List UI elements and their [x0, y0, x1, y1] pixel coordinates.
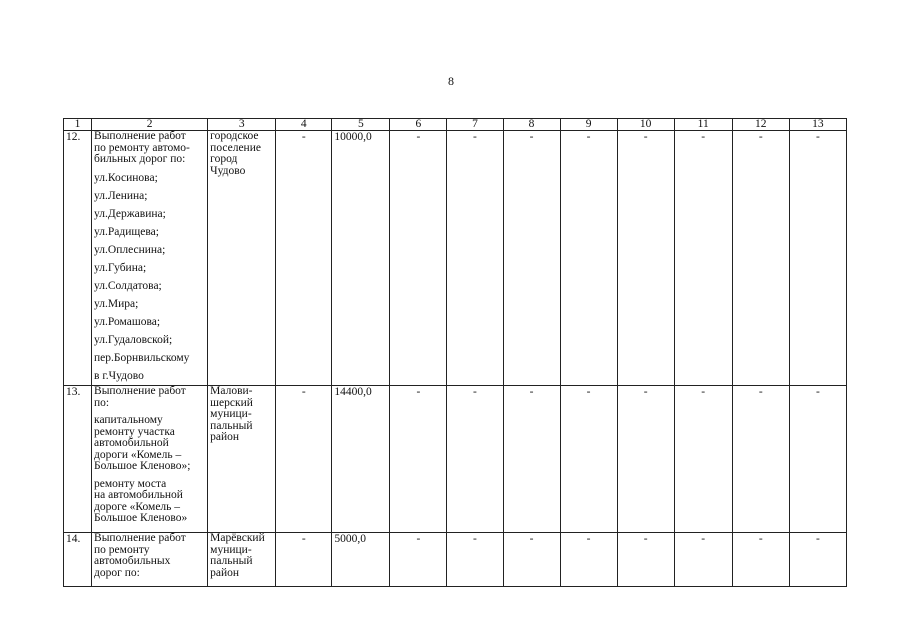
street-item: ул.Мира; — [94, 297, 139, 310]
street-item: ул.Державина; — [94, 207, 166, 220]
work-line: по ремонту — [94, 543, 150, 556]
col5-value: 5000,0 — [332, 533, 390, 587]
col-value: - — [447, 533, 503, 587]
header-cell: 13 — [789, 119, 846, 131]
work-line: дороге «Комель – — [94, 500, 181, 513]
municipality — [208, 533, 276, 587]
header-cell: 6 — [390, 119, 447, 131]
street-item: ул.Оплеснина; — [94, 243, 166, 256]
work-line: дорог по: — [94, 566, 140, 579]
row-number: 14. — [64, 533, 92, 587]
place-line: город — [210, 153, 238, 165]
work-line: Выполнение работ — [94, 385, 186, 397]
street-item: ул.Губина; — [94, 261, 147, 274]
street-item: ул.Ленина; — [94, 189, 148, 202]
row-number: 12. — [64, 131, 92, 386]
col-value: - — [503, 533, 560, 587]
place-line: Малови- — [210, 385, 253, 397]
col-value: - — [503, 386, 560, 533]
header-cell: 8 — [503, 119, 560, 131]
work-line: бильных дорог по: — [94, 153, 186, 165]
header-cell: 12 — [732, 119, 789, 131]
street-item: ул.Косинова; — [94, 171, 158, 184]
work-description — [92, 533, 208, 587]
col-value: - — [732, 386, 789, 533]
header-cell: 7 — [447, 119, 503, 131]
municipality — [208, 386, 276, 533]
work-line: Выполнение работ — [94, 130, 186, 142]
col-value: - — [503, 131, 560, 386]
budget-table — [63, 118, 847, 587]
place-line: муници- — [210, 543, 252, 556]
place-line: городское — [210, 130, 259, 142]
col-value: - — [789, 386, 846, 533]
place-line: пальный — [210, 419, 253, 432]
col4-value: - — [276, 131, 332, 386]
col-value: - — [617, 131, 674, 386]
header-cell: 2 — [92, 119, 208, 131]
col-value: - — [617, 386, 674, 533]
header-cell: 10 — [617, 119, 674, 131]
place-line: Марёвский — [210, 532, 265, 544]
place-line: шерский — [210, 396, 253, 409]
street-item: в г.Чудово — [94, 369, 144, 382]
row-number: 13. — [64, 386, 92, 533]
municipality — [208, 131, 276, 386]
table-row — [64, 533, 847, 587]
col-value: - — [390, 386, 447, 533]
col-value: - — [447, 386, 503, 533]
street-item: ул.Гудаловской; — [94, 333, 173, 346]
col-value: - — [674, 131, 732, 386]
col-value: - — [789, 131, 846, 386]
work-line: ремонту моста — [94, 477, 167, 490]
header-cell: 5 — [332, 119, 390, 131]
work-line: автомобильных — [94, 555, 171, 567]
place-line: район — [210, 431, 240, 443]
col-value: - — [390, 533, 447, 587]
col5-value: 14400,0 — [332, 386, 390, 533]
col-value: - — [560, 131, 617, 386]
work-line: Выполнение работ — [94, 532, 186, 544]
col-value: - — [617, 533, 674, 587]
header-cell: 4 — [276, 119, 332, 131]
header-cell: 3 — [208, 119, 276, 131]
col-value: - — [560, 386, 617, 533]
work-line: по ремонту автомо- — [94, 141, 190, 154]
street-item: пер.Борнвильскому — [94, 351, 190, 364]
col4-value: - — [276, 386, 332, 533]
place-line: Чудово — [210, 164, 246, 177]
place-line: район — [210, 566, 240, 579]
street-item: ул.Солдатова; — [94, 279, 162, 292]
table-row — [64, 386, 847, 533]
col-value: - — [674, 533, 732, 587]
place-line: пальный — [210, 555, 253, 567]
col-value: - — [390, 131, 447, 386]
col-value: - — [789, 533, 846, 587]
col5-value: 10000,0 — [332, 131, 390, 386]
street-item: ул.Ромашова; — [94, 315, 161, 328]
header-cell: 11 — [674, 119, 732, 131]
work-description — [92, 386, 208, 533]
work-line: ремонту участка — [94, 425, 175, 438]
col-value: - — [560, 533, 617, 587]
work-line: капитальному — [94, 414, 163, 426]
page-number: 8 — [448, 74, 454, 88]
work-line: Большое Кленово» — [94, 512, 188, 524]
col-value: - — [674, 386, 732, 533]
col-value: - — [732, 533, 789, 587]
work-description — [92, 131, 208, 386]
work-line: по: — [94, 396, 110, 409]
work-line: на автомобильной — [94, 489, 183, 501]
table-row — [64, 131, 847, 386]
work-line: Большое Кленово»; — [94, 460, 191, 472]
header-row — [64, 119, 847, 131]
col-value: - — [732, 131, 789, 386]
work-line: автомобильной — [94, 437, 169, 449]
street-item: ул.Радищева; — [94, 225, 159, 238]
work-line: дороги «Комель – — [94, 448, 182, 461]
col4-value: - — [276, 533, 332, 587]
place-line: муници- — [210, 408, 252, 420]
header-cell: 9 — [560, 119, 617, 131]
place-line: поселение — [210, 141, 261, 154]
col-value: - — [447, 131, 503, 386]
header-cell: 1 — [64, 119, 92, 131]
